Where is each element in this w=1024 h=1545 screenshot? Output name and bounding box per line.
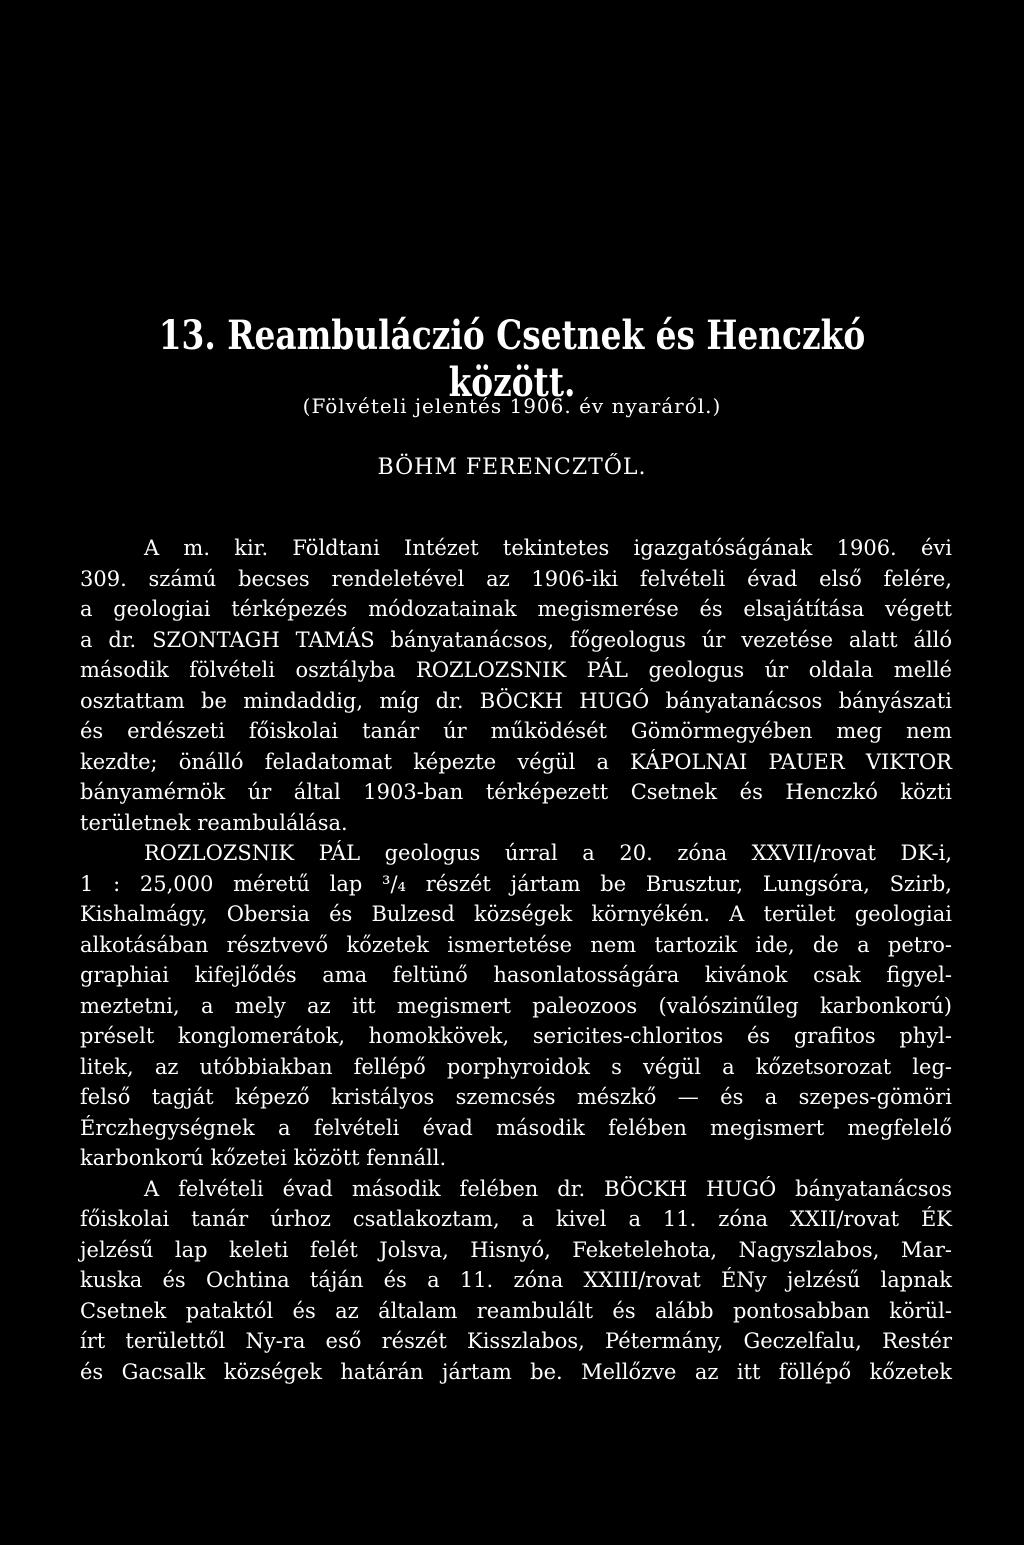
text-line: a geologiai térképezés módozatainak megismerése és elsajátítása végett xyxy=(80,597,952,621)
text-line: préselt konglomerátok, homokkövek, sericites-chloritos és grafitos phyl- xyxy=(80,1024,952,1048)
text-line: felső tagját képező kristályos szemcsés mészkő — és a szepes-gömöri xyxy=(80,1085,952,1109)
author-byline: BÖHM FERENCZTŐL. xyxy=(377,455,647,480)
text-line: graphiai kifejlődés ama feltünő hasonlatosságára kivánok csak figyel- xyxy=(80,963,952,987)
page-title: 13. Reambuláczió Csetnek és Henczkó között. xyxy=(158,312,866,406)
text-line: Érczhegységnek a felvételi évad második felében megismert megfelelő xyxy=(80,1115,952,1140)
text-line: bányamérnök úr által 1903-ban térképezett Csetnek és Henczkó közti xyxy=(80,780,952,804)
text-line: meztetni, a mely az itt megismert paleozoos (valószinűleg karbonkorú) xyxy=(80,993,952,1018)
text-line: írt területtől Ny-ra eső részét Kisszlabos, Pétermány, Geczelfalu, Restér xyxy=(80,1329,952,1353)
text-line: A felvételi évad második felében dr. BÖCKH HUGÓ bányatanácsos xyxy=(144,1176,952,1201)
text-line: kezdte; önálló feladatomat képezte végül a KÁPOLNAI PAUER VIKTOR xyxy=(80,749,952,774)
text-line: ROZLOZSNIK PÁL geologus úrral a 20. zóna XXVII/rovat DK-i, xyxy=(144,841,952,865)
text-line: alkotásában résztvevő kőzetek ismertetése nem tartozik ide, de a petro- xyxy=(80,932,952,957)
text-line: kuska és Ochtina táján és a 11. zóna XXIII/rovat ÉNy jelzésű lapnak xyxy=(80,1268,952,1292)
text-line: és erdészeti főiskolai tanár úr működését Gömörmegyében meg nem xyxy=(80,719,952,743)
body-text xyxy=(80,533,952,1387)
text-line: osztattam be mindaddig, míg dr. BÖCKH HUGÓ bányatanácsos bányászati xyxy=(80,688,952,713)
text-line: főiskolai tanár úrhoz csatlakoztam, a kivel a 11. zóna XXII/rovat ÉK xyxy=(80,1207,952,1231)
report-subtitle: (Fölvételi jelentés 1906. év nyaráról.) xyxy=(302,394,722,418)
text-line: 309. számú becses rendeletével az 1906-iki felvételi évad első felére, xyxy=(80,566,952,591)
text-line: területnek reambulálása. xyxy=(80,810,348,835)
text-line: jelzésű lap keleti felét Jolsva, Hisnyó, Feketelehota, Nagyszlabos, Mar- xyxy=(80,1237,952,1262)
text-line: 1 : 25,000 méretű lap ³/₄ részét jártam be Brusztur, Lungsóra, Szirb, xyxy=(80,871,952,896)
text-line: második fölvételi osztályba ROZLOZSNIK PÁL geologus úr oldala mellé xyxy=(80,658,952,682)
text-line: a dr. SZONTAGH TAMÁS bányatanácsos, főgeologus úr vezetése alatt álló xyxy=(80,627,952,652)
text-line: A m. kir. Földtani Intézet tekintetes igazgatóságának 1906. évi xyxy=(144,536,952,560)
text-line: Kishalmágy, Obersia és Bulzesd községek környékén. A terület geologiai xyxy=(80,902,952,926)
text-line: és Gacsalk községek határán jártam be. Mellőzve az itt föllépő kőzetek xyxy=(80,1359,952,1384)
text-line: karbonkorú kőzetei között fennáll. xyxy=(80,1146,447,1170)
text-line: litek, az utóbbiakban fellépő porphyroidok s végül a kőzetsorozat leg- xyxy=(80,1054,952,1079)
text-line: Csetnek pataktól és az általam reambulált és alább pontosabban körül- xyxy=(80,1298,952,1323)
